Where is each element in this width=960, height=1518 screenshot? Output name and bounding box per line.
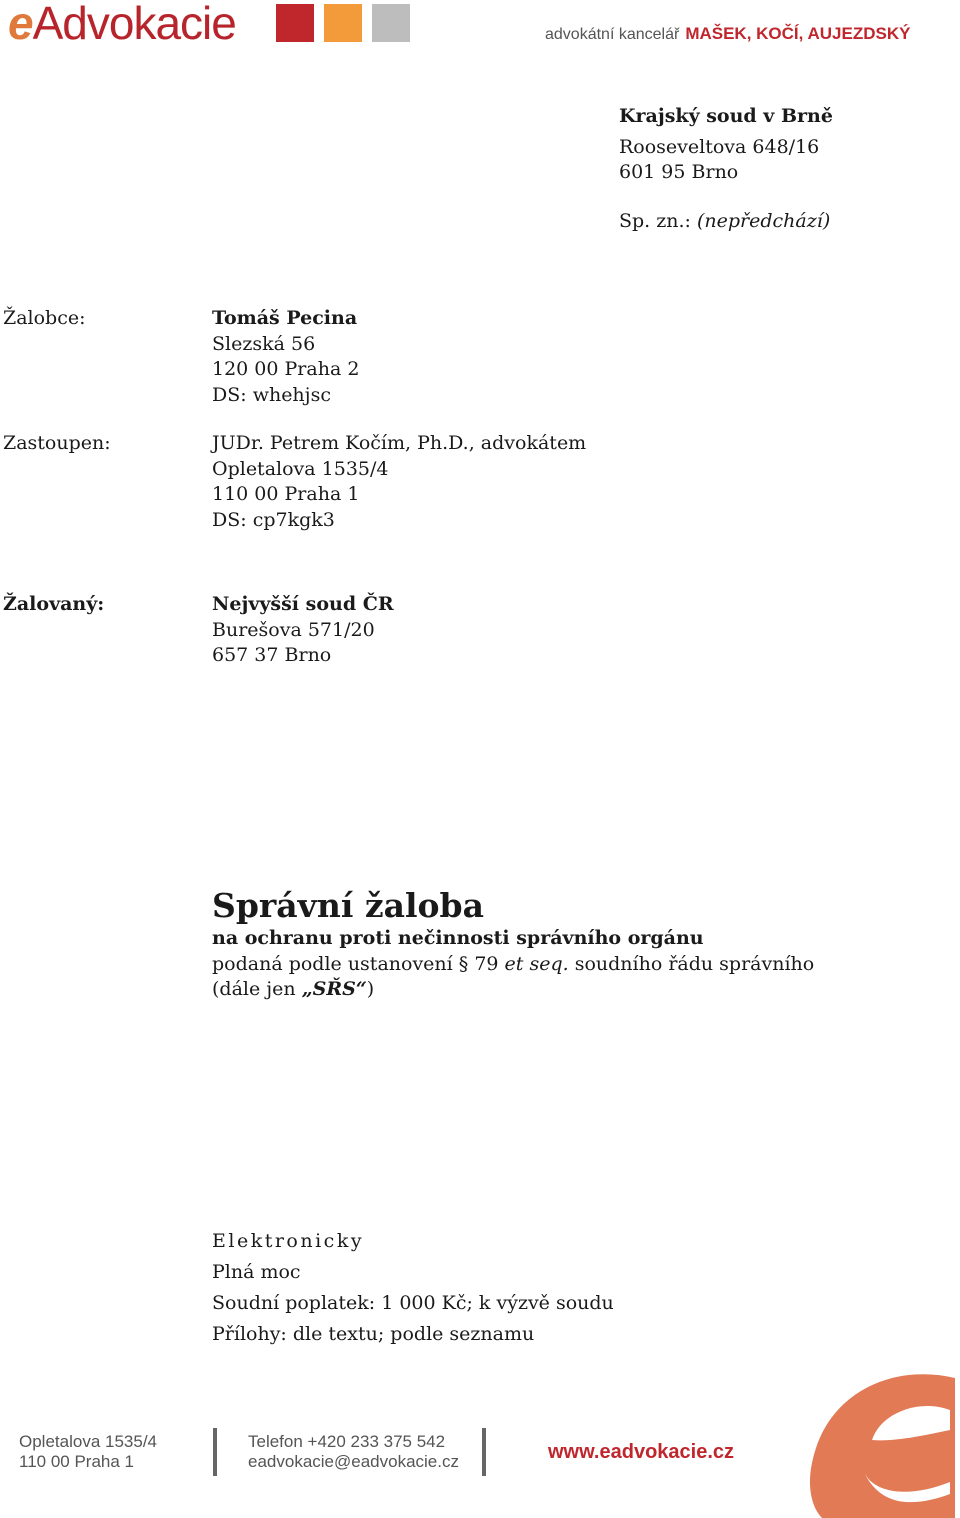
footer-address <box>19 1432 157 1472</box>
footer-divider <box>482 1428 486 1476</box>
power-of-attorney: Plná moc <box>212 1261 301 1283</box>
representative-name: JUDr. Petrem Kočím, Ph.D., advokátem <box>212 432 587 454</box>
footer-street: Opletalova 1535/4 <box>19 1432 157 1451</box>
basis-pre: podaná podle ustanovení § 79 <box>212 952 499 975</box>
eadvokacie-logo <box>8 0 236 49</box>
court-fee: Soudní poplatek: 1 000 Kč; k výzvě soudu <box>212 1292 614 1314</box>
logo-square-red <box>276 4 314 42</box>
footer-city: 110 00 Praha 1 <box>19 1452 134 1471</box>
footer-phone: Telefon +420 233 375 542 <box>248 1432 446 1451</box>
document-heading <box>212 886 814 1003</box>
court-street: Rooseveltova 648/16 <box>619 135 820 158</box>
plaintiff-city: 120 00 Praha 2 <box>212 358 360 380</box>
court-name: Krajský soud v Brně <box>619 105 833 127</box>
file-number <box>619 209 833 235</box>
defendant-block <box>212 592 394 669</box>
plaintiff-label: Žalobce: <box>3 307 86 329</box>
file-value: (nepředchází) <box>697 209 831 232</box>
legal-basis <box>212 952 814 978</box>
representative-city: 110 00 Praha 1 <box>212 483 360 505</box>
notes-block <box>212 1226 614 1350</box>
firm-partners: MAŠEK, KOČÍ, AUJEZDSKÝ <box>685 24 911 43</box>
footer-website: www.eadvokacie.cz <box>548 1441 735 1463</box>
logo-e: e <box>8 0 33 49</box>
footer-divider <box>213 1428 217 1476</box>
basis-post: soudního řádu správního <box>574 952 815 975</box>
logo-square-gray <box>372 4 410 42</box>
abbr-post: ) <box>366 978 375 1000</box>
abbr-value: „SŘS“ <box>301 978 367 1000</box>
representative-street: Opletalova 1535/4 <box>212 457 389 480</box>
plaintiff-block <box>212 306 359 408</box>
footer-email: eadvokacie@eadvokacie.cz <box>248 1452 459 1471</box>
defendant-street: Burešova 571/20 <box>212 618 375 641</box>
delivery-method: Elektronicky <box>212 1230 365 1252</box>
file-label: Sp. zn.: <box>619 209 691 232</box>
defendant-label: Žalovaný: <box>3 593 105 615</box>
defendant-name: Nejvyšší soud ČR <box>212 593 394 615</box>
defendant-city: 657 37 Brno <box>212 644 332 666</box>
logo-square-orange <box>324 4 362 42</box>
attachments: Přílohy: dle textu; podle seznamu <box>212 1323 535 1345</box>
plaintiff-name: Tomáš Pecina <box>212 307 358 329</box>
representative-block <box>212 431 586 533</box>
corner-logo-icon <box>800 1370 960 1518</box>
abbreviation <box>212 977 814 1003</box>
document-title: Správní žaloba <box>212 886 484 925</box>
basis-italic: et seq. <box>504 952 569 975</box>
representative-ds: DS: cp7kgk3 <box>212 508 335 531</box>
firm-name <box>545 24 910 44</box>
footer-contact <box>248 1432 459 1472</box>
abbr-pre: (dále jen <box>212 978 296 1000</box>
logo-text: Advokacie <box>32 0 236 49</box>
firm-prefix: advokátní kancelář <box>545 26 680 43</box>
representative-label: Zastoupen: <box>3 432 111 454</box>
court-city: 601 95 Brno <box>619 161 739 183</box>
court-address <box>619 104 833 234</box>
document-subtitle: na ochranu proti nečinnosti správního orgánu <box>212 927 704 949</box>
plaintiff-street: Slezská 56 <box>212 332 316 355</box>
plaintiff-ds: DS: whehjsc <box>212 383 331 406</box>
